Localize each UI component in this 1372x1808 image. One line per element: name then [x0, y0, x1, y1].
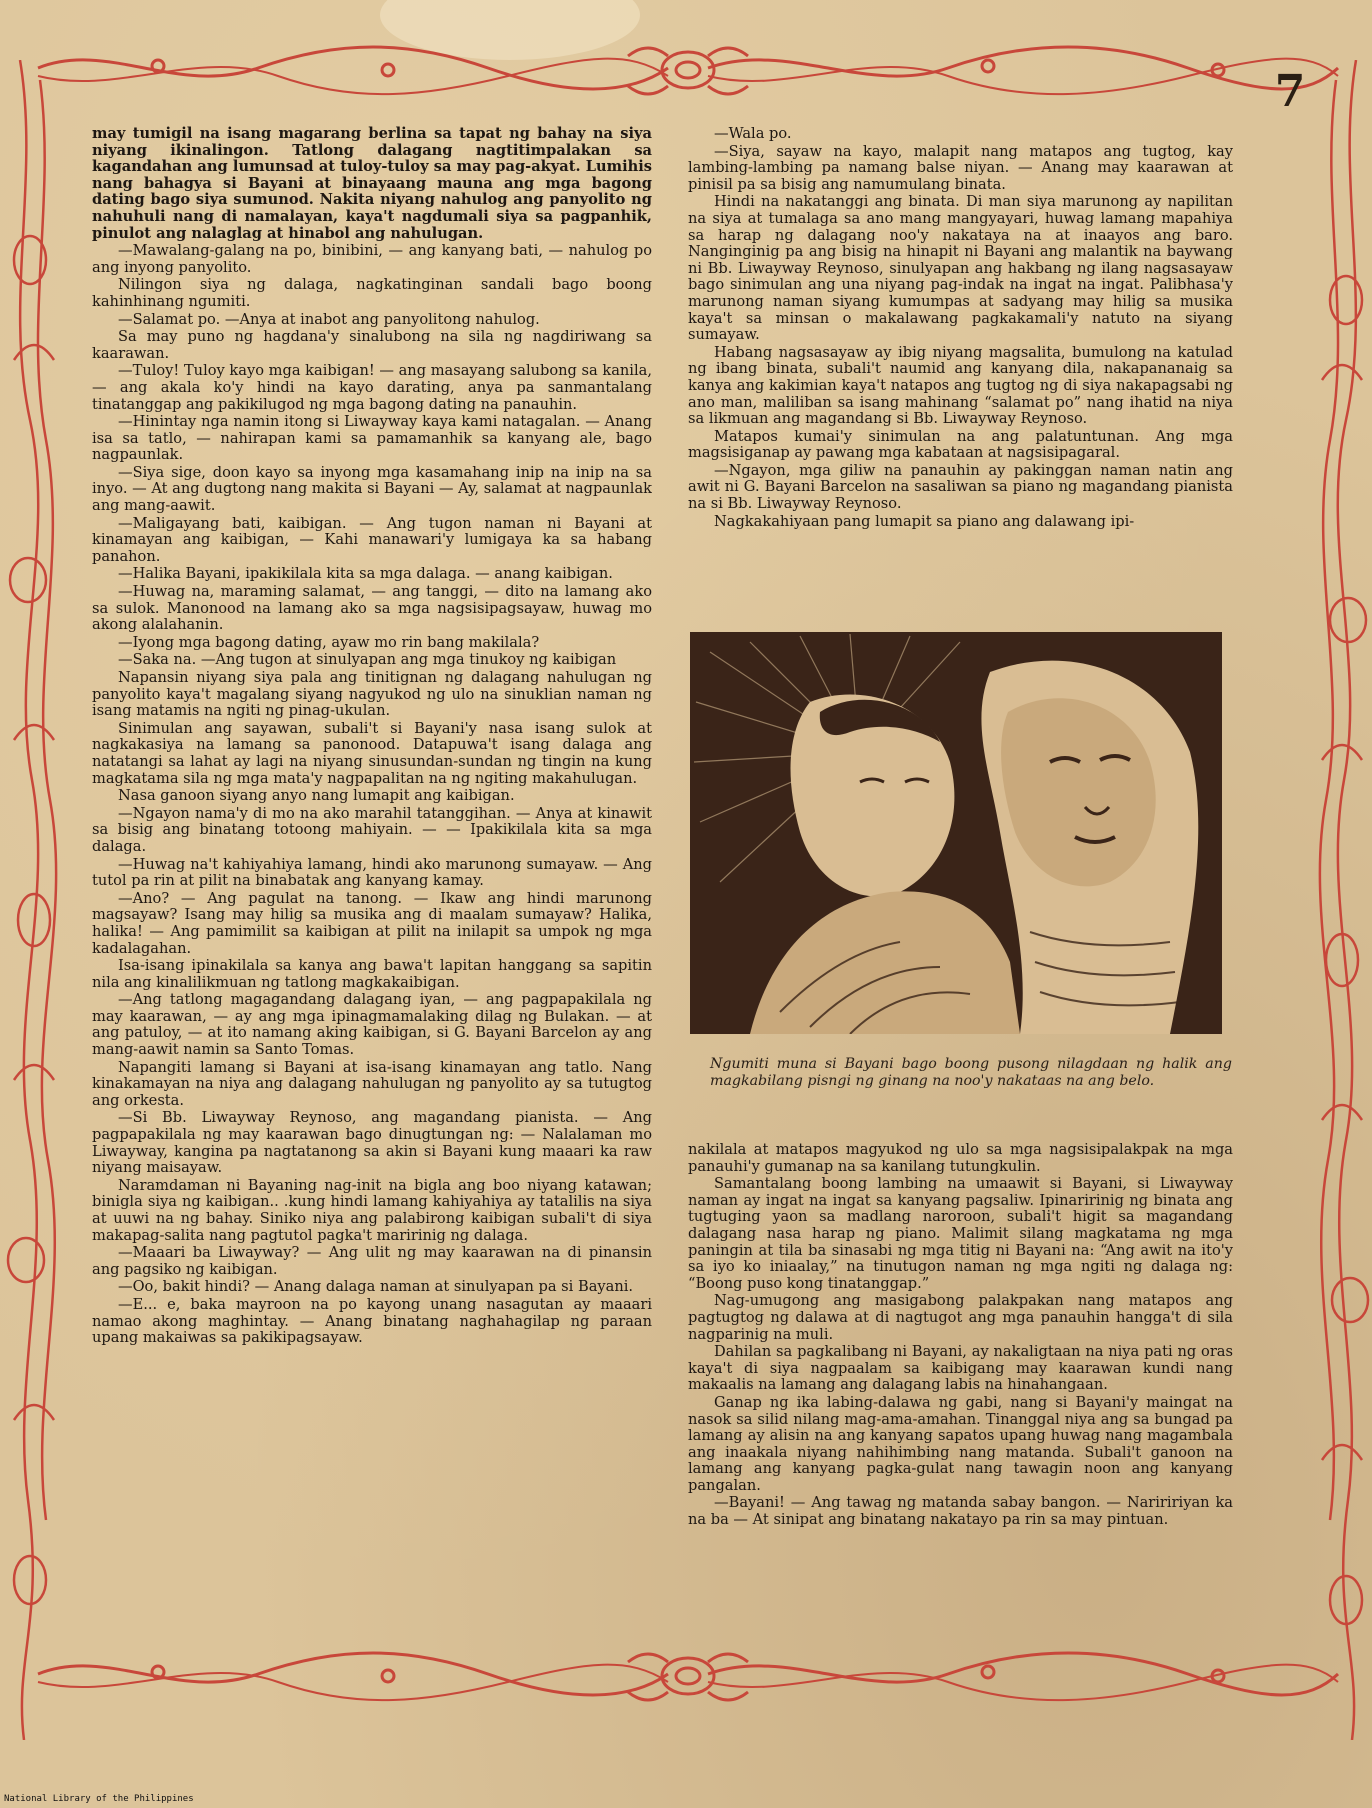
- paragraph: Ganap ng ika labing-dalawa ng gabi, nang si Bayani'y maingat na nasok sa silid nilang mag-ama-amahan. Tinanggal niya ang sa bungad pa lamang ay alisin na ang kanyang sapatos upang huwag nang magambala ang inaakala niyang nahihimbing nang matanda. Subali't ganoon na lamang ang kanyang pagka-gulat nang tawagin noon ang kanyang pangalan.: [688, 1393, 1233, 1494]
- paragraph: —Ang tatlong magagandang dalagang iyan, — ang pagpapakilala ng may kaarawan, — ay ang mga ipinagmamalaking dilag ng Bulakan. — at ang patuloy, — at ito namang aking kaibigan, si G. Bayani Barcelon ay ang mang-aawit namin sa Santo Tomas.: [92, 991, 652, 1059]
- paragraph: —Siya sige, doon kayo sa inyong mga kasamahang inip na inip na sa inyo. — At ang dugtong nang makita si Bayani — Ay, salamat at nagpaunlak ang mang-aawit.: [92, 463, 652, 515]
- paragraph: Napansin niyang siya pala ang tinitignan ng dalagang nahulugan ng panyolito kaya't magalang siyang nagyukod ng ulo na sinuklian naman ng isang matamis na ngiti ng pinag-ukulan.: [92, 669, 652, 720]
- paragraph: —Maaari ba Liwayway? — Ang ulit ng may kaarawan na di pinansin ang pagsiko ng kaibigan.: [92, 1244, 652, 1278]
- paragraph: —Ano? — Ang pagulat na tanong. — Ikaw ang hindi marunong magsayaw? Isang may hilig sa musika ang di maalam sumayaw? Halika, halika! — Ang pamimilit sa kaibigan at pilit na inilapit sa umpok ng mga kadalagahan.: [92, 889, 652, 957]
- paragraph: Samantalang boong lambing na umaawit si Bayani, si Liwayway naman ay ingat na ingat sa kanyang pagsaliw. Ipinaririnig ng binata ang tugtuging yaon sa madlang naroroon, subali't higit sa magandang dalagang nasa harap ng piano. Malimit silang magkatama ng mga paningin at tila ba sinasabi ng mga titig ni Bayani na: “Ang awit na ito'y sa iyo ko iniaalay,” na tinutugon naman ng mga ngiti ng dalaga ng: “Boong puso kong tinatanggap.”: [688, 1175, 1233, 1292]
- paragraph: nakilala at matapos magyukod ng ulo sa mga nagsisipalakpak na mga panauhi'y gumanap na sa kanilang tutungkulin.: [688, 1142, 1233, 1175]
- paragraph: —Halika Bayani, ipakikilala kita sa mga dalaga. — anang kaibigan.: [118, 565, 613, 583]
- library-credit: National Library of the Philippines: [4, 1794, 194, 1804]
- paragraph: —Si Bb. Liwayway Reynoso, ang magandang pianista. — Ang pagpapakilala ng may kaarawan bago dinugtungan ng: — Nalalaman mo Liwayway, kangina pa nagtatanong sa akin si Bayani kung maaari ka raw niyang maisayaw.: [92, 1109, 652, 1177]
- paragraph: —Oo, bakit hindi? — Anang dalaga naman at sinulyapan pa si Bayani.: [118, 1278, 634, 1296]
- paragraph: —Bayani! — Ang tawag ng matanda sabay bangon. — Nariririyan ka na ba — At sinipat ang binatang nakatayo pa rin sa may pintuan.: [688, 1494, 1233, 1529]
- paragraph: —Ngayon nama'y di mo na ako marahil tatanggihan. — Anya at kinawit sa bisig ang binatang totoong mahiyain. — — Ipakikilala kita sa mga dalaga.: [92, 804, 652, 855]
- paragraph: Nilingon siya ng dalaga, nagkatinginan sandali bago boong kahinhinang ngumiti.: [92, 276, 652, 310]
- paragraph: Nagkakahiyaan pang lumapit sa piano ang dalawang ipi-: [714, 512, 1135, 530]
- article-column-right-top: [688, 126, 1233, 632]
- paragraph: —E... e, baka mayroon na po kayong unang nasagutan ay maaari namao akong maghintay. — Anang binatang naghahagilap ng paraan upang makaiwas sa pakikipagsayaw.: [92, 1295, 652, 1347]
- paragraph: —Siya, sayaw na kayo, malapit nang matapos ang tugtog, kay lambing-lambing pa namang balse niyan. — Anang may kaarawan at pinisil pa sa bisig ang namumulang binata.: [688, 142, 1233, 193]
- floral-border-right: [1312, 60, 1372, 1740]
- paragraph: may tumigil na isang magarang berlina sa tapat ng bahay na siya niyang ikinalingon. Tatlong dalagang nagtitimpalakan sa kagandahan ang lumunsad at tuloy-tuloy sa may pag-akyat. Lumihis nang bahagya si Bayani at binayaang mauna ang mga bagong dating bago siya sumunod. Nakita niyang nahulog ang panyolito ng nahuhuli nang di namalayan, kaya't nagdumali siya sa pagpanhik, pinulot ang nalaglag at hinabol ang nahulugan.: [92, 126, 652, 242]
- paragraph: —Wala po.: [714, 126, 792, 142]
- floral-border-left: [0, 60, 64, 1740]
- paragraph: Isa-isang ipinakilala sa kanya ang bawa't lapitan hanggang sa sapitin nila ang kinalilikmuan ng tatlong magkakaibigan.: [92, 957, 652, 991]
- mother-and-child-woodcut-image: [690, 632, 1222, 1034]
- article-column-left: [92, 126, 652, 1636]
- paragraph: Napangiti lamang si Bayani at isa-isang kinamayan ang tatlo. Nang kinakamayan na niya ang dalagang nahulugan ng panyolito ay sa tutugtog ang orkesta.: [92, 1058, 652, 1109]
- ornamental-border-top: [28, 36, 1348, 100]
- paragraph: —Iyong mga bagong dating, ayaw mo rin bang makilala?: [118, 633, 540, 651]
- ornamental-border-bottom: [28, 1642, 1348, 1706]
- paragraph: Sinimulan ang sayawan, subali't si Bayani'y nasa isang sulok at nagkakasiya na lamang sa panonood. Datapuwa't isang dalaga ang natatangi sa lahat ay lagi na niyang sinusundan-sundan ng tingin na kung magkatama sila ng mga mata'y nagpapalitan na ng ngiting makahulugan.: [92, 719, 652, 787]
- paragraph: —Hinintay nga namin itong si Liwayway kaya kami natagalan. — Anang isa sa tatlo, — nahirapan kami sa pamamanhik sa kanyang ale, bago nagpaunlak.: [92, 413, 652, 464]
- paragraph: —Mawalang-galang na po, binibini, — ang kanyang bati, — nahulog po ang inyong panyolito.: [92, 242, 652, 276]
- article-column-right-bottom: [688, 1142, 1233, 1636]
- paragraph: Habang nagsasayaw ay ibig niyang magsalita, bumulong na katulad ng ibang binata, subali't naumid ang kanyang dila, nakapananaig sa kanya ang kakimian kaya't natapos ang tugtog ng di siya nakapagsabi ng ano man, maliliban sa isang mahinang “salamat po” nang ihatid na niya sa likmuan ang magandang si Bb. Liwayway Reynoso.: [688, 343, 1233, 428]
- illustration-caption: Ngumiti muna si Bayani bago boong pusong nilagdaan ng halik ang magkabilang pisngi ng ginang na noo'y nakataas na ang belo.: [710, 1056, 1232, 1089]
- paragraph: —Saka na. —Ang tugon at sinulyapan ang mga tinukoy ng kaibigan: [118, 651, 617, 669]
- story-illustration: [690, 632, 1222, 1034]
- paragraph: —Maligayang bati, kaibigan. — Ang tugon naman ni Bayani at kinamayan ang kaibigan, — Kahi manawari'y lumigaya ka sa habang panahon.: [92, 514, 652, 565]
- paragraph: Naramdaman ni Bayaning nag-init na bigla ang boo niyang katawan; binigla siya ng kaibigan.. .kung hindi lamang kahiyahiya ay tatalilis na siya at uuwi na ng bahay. Siniko niya ang palabirong kaibigan subali't di siya makapag-salita nang pagtutol pagka't maririnig ng dalaga.: [92, 1176, 652, 1244]
- paragraph: —Huwag na't kahiyahiya lamang, hindi ako marunong sumayaw. — Ang tutol pa rin at pilit na binabatak ang kanyang kamay.: [92, 855, 652, 890]
- paragraph: Matapos kumai'y sinimulan na ang palatuntunan. Ang mga magsisiganap ay pawang mga kabataan at nagsisipagaral.: [688, 427, 1233, 462]
- paragraph: —Tuloy! Tuloy kayo mga kaibigan! — ang masayang salubong sa kanila, — ang akala ko'y hindi na kayo darating, anya pa sanmantalang tinatanggap ang pakikilugod ng mga bagong dating na panauhin.: [92, 362, 652, 413]
- paragraph: —Huwag na, maraming salamat, — ang tanggi, — dito na lamang ako sa sulok. Manonood na lamang ako sa mga nagsisipagsayaw, huwag mo akong alalahanin.: [92, 583, 652, 634]
- page-number: 7: [1274, 66, 1306, 117]
- paragraph: —Ngayon, mga giliw na panauhin ay pakinggan naman natin ang awit ni G. Bayani Barcelon na sasaliwan sa piano ng magandang pianista na si Bb. Liwayway Reynoso.: [688, 461, 1233, 513]
- paragraph: Nag-umugong ang masigabong palakpakan nang matapos ang pagtugtog ng dalawa at di nagtugot ang mga panauhin hangga't di sila nagparinig na muli.: [688, 1292, 1233, 1343]
- paragraph: Hindi na nakatanggi ang binata. Di man siya marunong ay napilitan na siya at tumalaga sa ano mang mangyayari, huwag lamang mapahiya sa harap ng dalagang noo'y nakataya na at inaayos ang baro. Nanginginig pa ang bisig na hinapit ni Bayani ang malantik na baywang ni Bb. Liwayway Reynoso, sinulyapan ang hakbang ng ilang nagsasayaw bago sinimulan ang una niyang pag-indak na ingat na ingat. Palibhasa'y marunong naman siyang kumumpas at sadyang may hilig sa musika kaya't sa minsan o makalawang pagkakamali'y natuto na siyang sumayaw.: [688, 193, 1233, 344]
- paragraph: —Salamat po. —Anya at inabot ang panyolitong nahulog.: [118, 310, 540, 328]
- paragraph: Sa may puno ng hagdana'y sinalubong na sila ng nagdiriwang sa kaarawan.: [92, 328, 652, 362]
- paragraph: Nasa ganoon siyang anyo nang lumapit ang kaibigan.: [118, 787, 515, 805]
- paragraph: Dahilan sa pagkalibang ni Bayani, ay nakaligtaan na niya pati ng oras kaya't di siya nagpaalam sa kaibigang may kaarawan kundi nang makaalis na lamang ang dalagang labis na hinahangaan.: [688, 1343, 1233, 1394]
